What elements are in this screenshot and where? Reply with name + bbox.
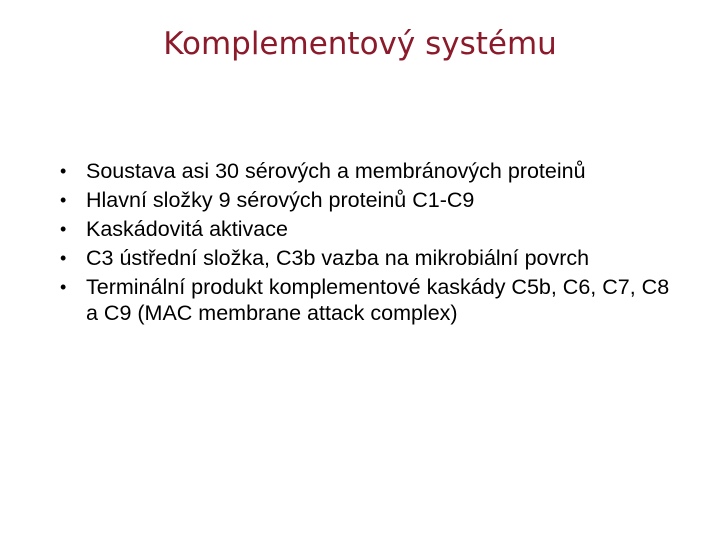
bullet-icon: • [60,277,67,297]
bullet-list [60,158,676,329]
bullet-icon: • [60,161,67,181]
bullet-item [60,158,676,184]
bullet-text: Hlavní složky 9 sérových proteinů C1-C9 [86,188,475,212]
bullet-icon: • [60,190,67,210]
bullet-icon: • [60,248,67,268]
bullet-text: Terminální produkt komplementové kaskády C5b, C6, C7, C8 a C9 (MAC membrane attack complex) [86,275,670,325]
bullet-text: C3 ústřední složka, C3b vazba na mikrobiální povrch [86,246,590,270]
bullet-item [60,274,676,326]
bullet-icon: • [60,219,67,239]
bullet-text: Soustava asi 30 sérových a membránových proteinů [86,159,586,183]
bullet-item [60,216,676,242]
slide-title: Komplementový systému [163,26,557,62]
bullet-text: Kaskádovitá aktivace [86,217,288,241]
bullet-item [60,245,676,271]
bullet-item [60,187,676,213]
